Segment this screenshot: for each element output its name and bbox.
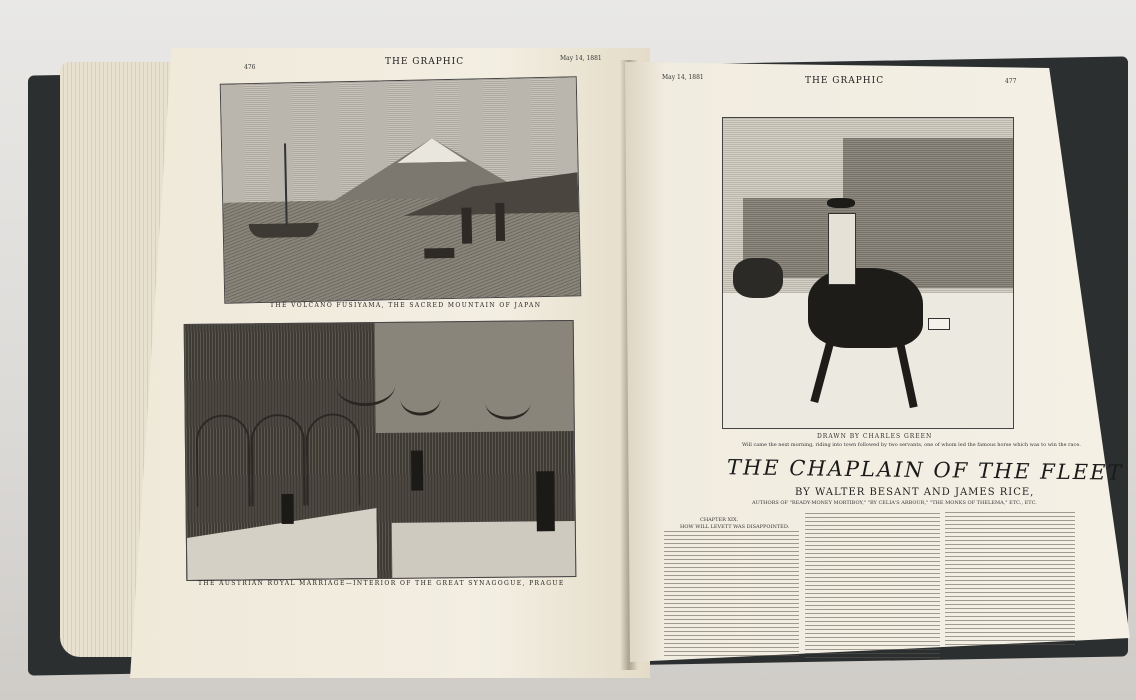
- illustration-caption: Will came the next morning, riding into town followed by two servants, one of whom led the famous horse which was to win the race.: [742, 442, 1081, 448]
- left-date: May 14, 1881: [560, 55, 602, 62]
- right-masthead: THE GRAPHIC: [805, 76, 885, 86]
- rider-engraving: [722, 117, 1014, 429]
- reclining-figure: [424, 248, 454, 259]
- synagogue-caption: THE AUSTRIAN ROYAL MARRIAGE—INTERIOR OF THE GREAT SYNAGOGUE, PRAGUE: [198, 580, 565, 587]
- authors-note: AUTHORS OF "READY-MONEY MORTIBOY," "BY CELIA'S ARBOUR," "THE MONKS OF THELEMA," ETC., ETC.: [752, 500, 1037, 506]
- congregant: [536, 471, 555, 531]
- fujiyama-engraving: [220, 76, 582, 303]
- text-column: [664, 531, 799, 656]
- horse: [808, 268, 923, 348]
- left-folio: 476: [244, 64, 256, 71]
- story-title: THE CHAPLAIN OF THE FLEET: [726, 455, 1124, 485]
- dog: [928, 318, 950, 330]
- text-column: [945, 510, 1075, 645]
- rider: [828, 213, 856, 285]
- boat: [249, 223, 319, 238]
- figure: [495, 203, 505, 241]
- figure: [461, 208, 472, 244]
- right-folio: 477: [1005, 78, 1017, 85]
- fujiyama-caption: THE VOLCANO FUSIYAMA, THE SACRED MOUNTAIN OF JAPAN: [270, 302, 542, 309]
- congregant: [281, 494, 293, 524]
- arch: [196, 414, 251, 507]
- chapter-number: CHAPTER XIX.: [700, 517, 739, 523]
- servant-horse: [733, 258, 783, 298]
- story-authors: BY WALTER BESANT AND JAMES RICE,: [795, 487, 1035, 498]
- illustration-credit: DRAWN BY CHARLES GREEN: [817, 433, 933, 440]
- congregant: [411, 451, 423, 491]
- text-column: [805, 510, 940, 658]
- tricorn-hat: [827, 198, 855, 208]
- arch: [306, 413, 361, 506]
- back-wall: [375, 321, 574, 433]
- arch: [251, 414, 306, 507]
- inn-building: [843, 138, 1013, 288]
- left-masthead: THE GRAPHIC: [385, 57, 465, 67]
- right-date: May 14, 1881: [662, 74, 704, 81]
- chapter-subtitle: HOW WILL LEVETT WAS DISAPPOINTED.: [680, 524, 790, 530]
- synagogue-engraving: [184, 320, 577, 581]
